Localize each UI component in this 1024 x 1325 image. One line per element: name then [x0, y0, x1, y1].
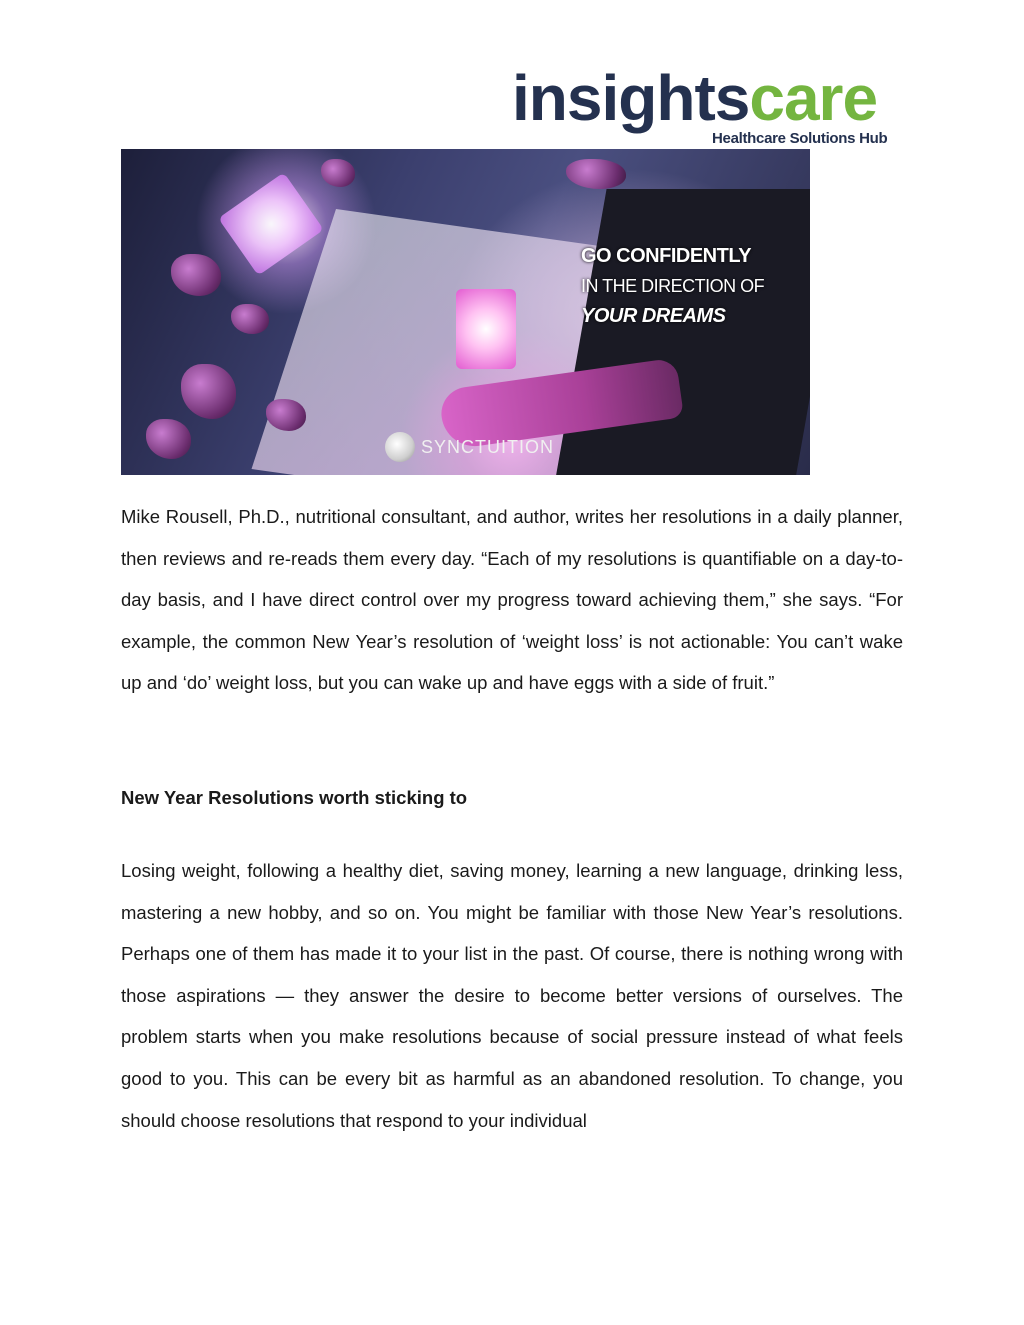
body-paragraph: Losing weight, following a healthy diet, saving money, learning a new language, drinking less, mastering a new hobby, and so on. You might be familiar with those New Year’s resolutions. Perhaps one of them has made it to your list in the past. Of course, there is nothing wrong with those aspirations — they answer the desire to become better versions of ourselves. The problem starts when you make resolutions because of social pressure instead of what feels good to you. This can be every bit as harmful as an abandoned resolution. To change, you should choose resolutions that respond to your individual	[121, 860, 903, 1131]
synctuition-logo-icon	[385, 432, 415, 462]
hero-slogan	[581, 241, 764, 331]
glowing-jar	[218, 172, 324, 275]
slogan-line: IN THE DIRECTION OF	[581, 276, 765, 296]
crystal-rock	[321, 159, 355, 187]
insightscare-logo	[512, 58, 902, 150]
synctuition-brand	[385, 432, 554, 462]
hero-image	[121, 149, 810, 475]
crystal-rock	[231, 304, 269, 334]
crystal-rock	[146, 419, 191, 459]
glowing-jar	[456, 289, 516, 369]
slogan-line: YOUR DREAMS	[581, 305, 726, 327]
brand-name: SYNCTUITION	[421, 436, 555, 457]
crystal-rock	[566, 159, 626, 189]
crystal-rock	[181, 364, 236, 419]
logo-word-insights: insights	[512, 62, 750, 134]
logo-word-care: care	[749, 62, 878, 134]
body-paragraph: Mike Rousell, Ph.D., nutritional consultant, and author, writes her resolutions in a daily planner, then reviews and re-reads them every day. “Each of my resolutions is quantifiable on a day-to-day basis, and I have direct control over my progress toward achieving them,” she says. “For example, the common New Year’s resolution of ‘weight loss’ is not actionable: You can’t wake up and ‘do’ weight loss, but you can wake up and have eggs with a side of fruit.”	[121, 506, 903, 694]
dark-background-panel	[555, 189, 810, 475]
section-heading: New Year Resolutions worth sticking to	[121, 787, 468, 808]
crystal-rock	[171, 254, 221, 296]
logo-wordmark	[512, 58, 877, 138]
logo-tagline: Healthcare Solutions Hub	[712, 130, 888, 147]
slogan-line: GO CONFIDENTLY	[581, 245, 752, 267]
